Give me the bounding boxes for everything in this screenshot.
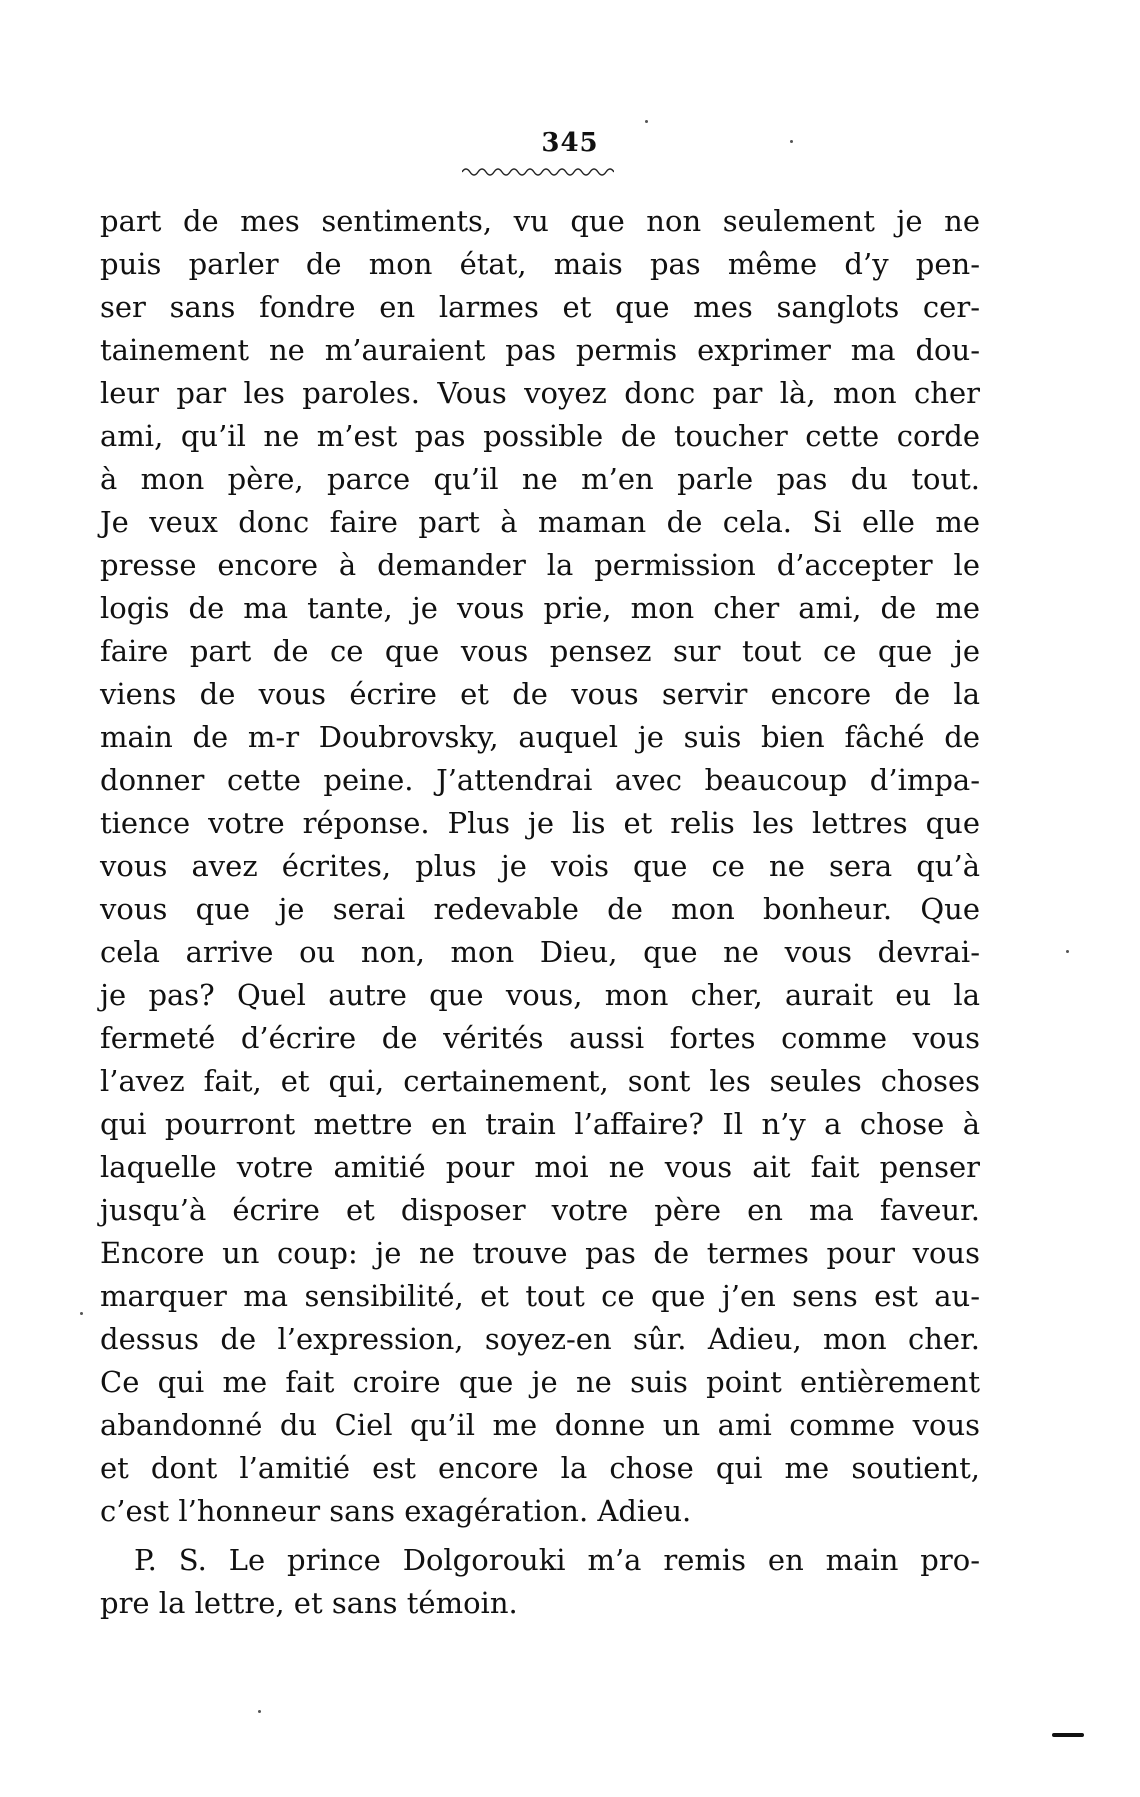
text-line: tainement ne m’auraient pas permis exprimer ma dou- (100, 333, 980, 367)
print-speck (80, 1312, 83, 1315)
text-line: logis de ma tante, je vous prie, mon cher ami, de me (100, 591, 980, 625)
text-line: vous avez écrites, plus je vois que ce ne sera qu’à (100, 849, 980, 883)
text-line: qui pourront mettre en train l’affaire? Il n’y a chose à (100, 1107, 980, 1141)
print-speck (645, 120, 648, 123)
text-line: fermeté d’écrire de vérités aussi fortes comme vous (100, 1021, 980, 1055)
text-line: Encore un coup: je ne trouve pas de termes pour vous (100, 1236, 980, 1270)
text-line: main de m-r Doubrovsky, auquel je suis bien fâché de (100, 720, 980, 754)
text-line: viens de vous écrire et de vous servir encore de la (100, 677, 980, 711)
postscript-line: pre la lettre, et sans témoin. (100, 1586, 518, 1620)
text-line: Je veux donc faire part à maman de cela. Si elle me (100, 505, 980, 539)
text-line: puis parler de mon état, mais pas même d’y pen- (100, 247, 980, 281)
text-line: Ce qui me fait croire que je ne suis point entièrement (100, 1365, 980, 1399)
print-speck (1066, 950, 1069, 953)
text-line: c’est l’honneur sans exagération. Adieu. (100, 1494, 692, 1528)
text-line: et dont l’amitié est encore la chose qui me soutient, (100, 1451, 980, 1485)
text-line: jusqu’à écrire et disposer votre père en ma faveur. (100, 1193, 980, 1227)
text-line: je pas? Quel autre que vous, mon cher, aurait eu la (100, 978, 980, 1012)
text-line: marquer ma sensibilité, et tout ce que j’en sens est au- (100, 1279, 980, 1313)
ornamental-rule (462, 166, 614, 178)
text-line: part de mes sentiments, vu que non seulement je ne (100, 204, 980, 238)
text-line: presse encore à demander la permission d’accepter le (100, 548, 980, 582)
text-line: à mon père, parce qu’il ne m’en parle pas du tout. (100, 462, 980, 496)
text-line: laquelle votre amitié pour moi ne vous ait fait penser (100, 1150, 980, 1184)
text-line: faire part de ce que vous pensez sur tout ce que je (100, 634, 980, 668)
text-line: donner cette peine. J’attendrai avec beaucoup d’impa- (100, 763, 980, 797)
page-number: 345 (541, 128, 599, 158)
text-line: vous que je serai redevable de mon bonheur. Que (100, 892, 980, 926)
text-line: leur par les paroles. Vous voyez donc par là, mon cher (100, 376, 980, 410)
text-line: cela arrive ou non, mon Dieu, que ne vous devrai- (100, 935, 980, 969)
postscript (100, 1539, 980, 1625)
print-speck (258, 1710, 261, 1713)
text-line: l’avez fait, et qui, certainement, sont les seules choses (100, 1064, 980, 1098)
text-line: abandonné du Ciel qu’il me donne un ami comme vous (100, 1408, 980, 1442)
text-line: dessus de l’expression, soyez-en sûr. Adieu, mon cher. (100, 1322, 980, 1356)
postscript-line: P. S. Le prince Dolgorouki m’a remis en main pro- (134, 1543, 980, 1577)
text-line: ser sans fondre en larmes et que mes sanglots cer- (100, 290, 980, 324)
letter-text (100, 200, 980, 1625)
margin-mark (1052, 1733, 1084, 1737)
text-line: ami, qu’il ne m’est pas possible de toucher cette corde (100, 419, 980, 453)
print-speck (790, 140, 793, 143)
text-line: tience votre réponse. Plus je lis et relis les lettres que (100, 806, 980, 840)
